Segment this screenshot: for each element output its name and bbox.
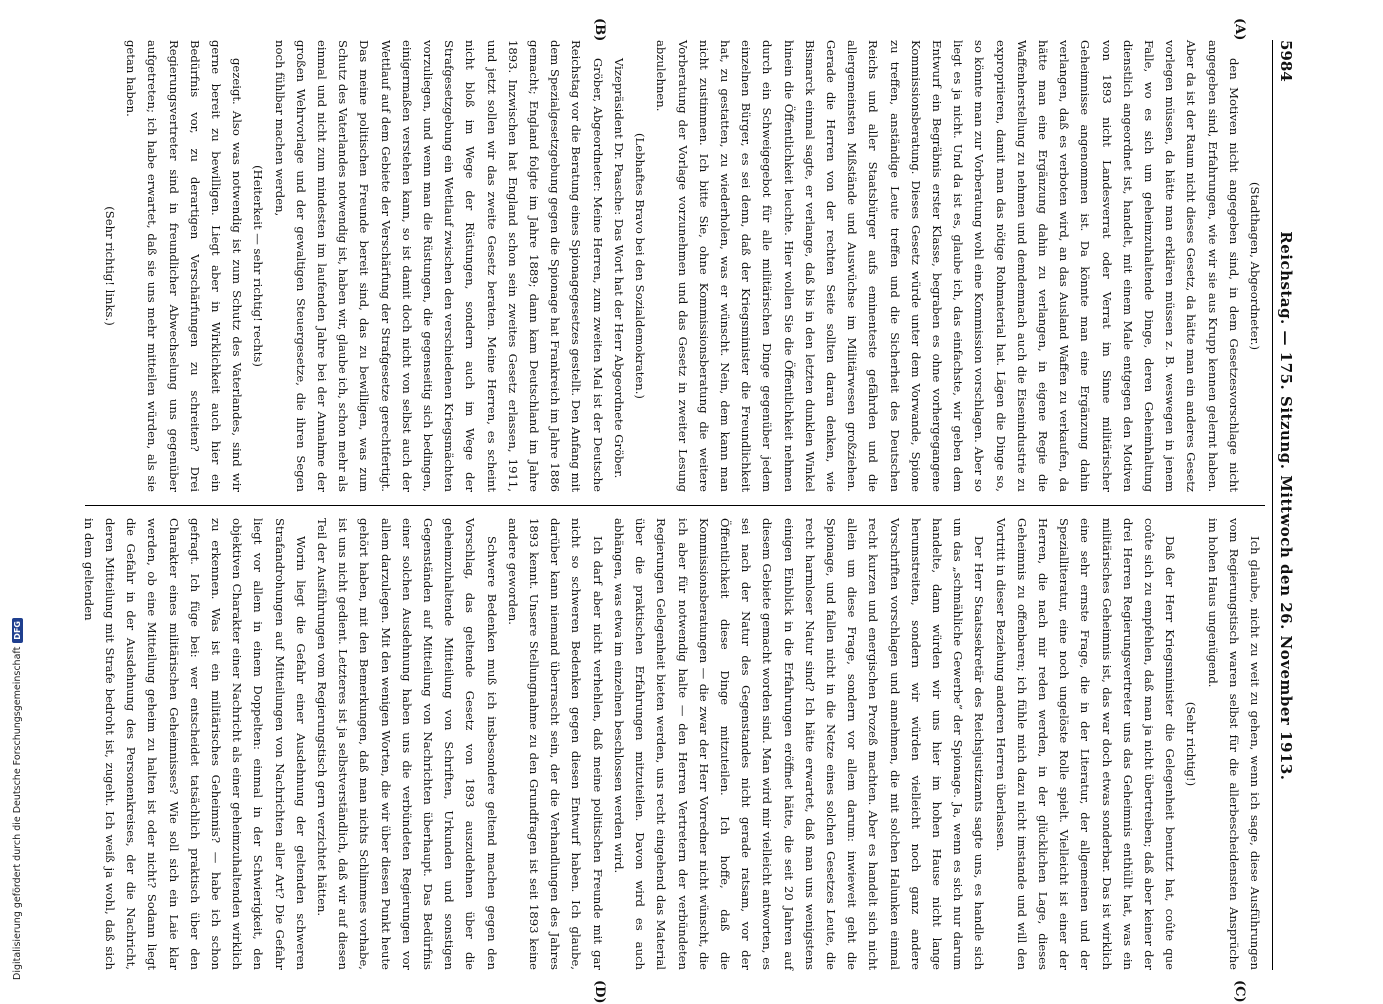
margin-marker-b: (B) <box>592 18 607 42</box>
page-running-title: Reichstag. — 175. Sitzung. Mittwoch den 26. November 1913. <box>1277 231 1295 781</box>
interjection: (Heiterkeit — sehr richtig! rechts) <box>251 165 266 367</box>
column-divider <box>85 505 1265 506</box>
page-number: 5984 <box>1277 40 1295 82</box>
paragraph: Gröber, Abgeordneter: Meine Herren, zum zweiten Mal ist der Deutsche Reichstag vor die Beratung eines Spionagegesetzes gestellt. Den Anfang mit dem Spezialgesetzgebung gegen die Spionage hat Frankreich im Jahre 1886 gemacht; England folgte im Jahre 1889; dann kam Deutschland im Jahre 1893. Inzwischen hat England schon sein zweites Gesetz erlassen, 1911, und jetzt sollen wir das zweite Gesetz beraten. Meine Herren, es scheint nicht bloß im Wege der Rüstungen, sondern auch im Wege der Strafgesetzgebung ein Wettlauf zwischen den verschiedenen Kriegsmächten vorzuliegen, und wenn man die Rüstungen, die gegenseitig sich bedingen, einigermaßen verstehen kann, so ist damit doch nicht von selbst auch der Wettlauf auf dem Gebiete der Verschärfung der Strafgesetze gerechtfertigt. Das meine politischen Freunde bereit sind, das zu bewilligen, was zum Schutz des Vaterlandes notwendig ist, haben wir, glaube ich, schon mehr als einmal und nicht zum mindesten im laufenden Jahre bei der Annahme der großen Wehrvorlage und der gewaltigen Steuergesetze, die ihren Segen noch fühlbar machen werden, <box>272 40 605 492</box>
text-column-right <box>81 518 1265 970</box>
interjection: (Lebhaftes Bravo bei den Sozialdemokraten.) <box>633 133 648 399</box>
margin-marker-a: (A) <box>1232 18 1247 41</box>
speaker-continuation: (Stadthagen, Abgeordneter.) <box>1248 182 1262 350</box>
margin-marker-c: (C) <box>1232 980 1247 1003</box>
margin-marker-d: (D) <box>592 980 607 1004</box>
dfg-logo-icon: DFG <box>12 618 23 643</box>
paragraph: Worin liegt die Gefahr einer Ausdehnung der geltenden schweren Strafandrohungen auf Mitteilungen von Nachrichten aller Art? Die Gefahr liegt vor allem in einem Doppelten: einmal in der Schwierigkeit, den objektiven Charakter einer Nachricht als einer geheimzuhaltenden wirklich zu erkennen. Was ist ein militärisches Geheimnis? — habe ich schon gefragt. Ich füge bei: wer entscheidet tatsächlich praktisch über den Charakter eines militärischen Geheimnisses? Wie soll sich ein Laie klar werden, ob eine Mitteilung geheim zu halten ist oder nicht? Sodann liegt die Gefahr in der Ausdehnung des Personenkreises, der die Nachricht, deren Mitteilung mit Strafe bedroht ist, zugeht. Ich weiß ja wohl, daß sich in dem geltenden <box>81 518 308 970</box>
interjection: (Sehr richtig! links.) <box>103 206 118 326</box>
page-header <box>1272 40 1299 970</box>
paragraph: Ich darf aber nicht verhehlen, daß meine politischen Freunde mit gar nicht so schweren Bedenken gegen diesen Entwurf haben. Ich glaube, darüber kann niemand überrascht sein, der die Verhandlungen des Jahres 1893 kennt. Unsere Stellungnahme zu den Grundfragen ist seit 1893 keine andere geworden. <box>505 518 605 970</box>
paragraph: Der Herr Staatssekretär des Reichsjustizamts sagte uns, es handle sich um das „schmähliche Gewerbe“ der Spionage. Ja, wenn es sich nur darum handelte, dann würden wir uns hier im hohen Hause nicht lange herumstreiten, sondern wir würden vielleicht noch ganz andere Vorschriften vorschlagen und annehmen, die mit solchen Halunken einmal recht kurzen und energischen Prozeß machten. Aber es handelt sich nicht allein um diese Frage, sondern vor allem darum: inwieweit geht die Spionage, und fallen nicht in die Netze eines solchen Gesetzes Leute, die recht harmloser Natur sind? Ich hätte erwartet, daß man uns wenigstens einigen Einblick in die Erfahrungen eröffnet hätte, die seit 20 Jahren auf diesem Gebiete gemacht worden sind. Man wird mir vielleicht antworten, es sei nach der Natur des Gegenstandes nicht gerade ratsam, vor der Öffentlichkeit diese Dinge mitzuteilen. Ich hoffe, daß die Kommissionsberatungen — die zwar der Herr Vorredner nicht wünscht, die ich aber für notwendig halte — den Herren Vertretern der verbündeten Regierungen Gelegenheit bieten werden, uns recht eingehend das Material über die praktischen Erfahrungen mitzuteilen. Davon wird es auch abhängen, was etwa im einzelnen beschlossen werden wird. <box>611 518 987 970</box>
paragraph: gezeigt. Also was notwendig ist zum Schutz des Vaterlandes, sind wir gerne bereit zu bewilligen. Liegt aber in Wirklichkeit auch hier ein Bedürfnis vor, zu derartigen Verschärfungen zu schreiten? Drei Regierungsvertreter sind in freundlicher Abwechselung uns gegenüber aufgetreten; ich habe erwartet, daß sie uns mehr mitteilen würden, als sie getan haben. <box>124 40 245 492</box>
paragraph-president: Vizepräsident Dr. Paasche: Das Wort hat der Herr Abgeordnete Gröber. <box>611 58 626 479</box>
interjection: (Sehr richtig!) <box>1184 701 1199 787</box>
paragraph: den Motiven nicht angegeben sind, in dem Gesetzesvorschlage nicht angegeben sind, Erfahrungen, wie wir sie aus Krupp kennen gelernt haben. Aber da ist der Raum nicht dieses Gesetz, da hätte man ein anderes Gesetz vorlegen müssen, da hätte man erklären müssen z. B. weswegen in jenem Falle, wo es sich um geheimzuhaltende Dinge, deren Geheimhaltung dienstlich angeordnet ist, handelt, mit einem Male entgegen den Motiven von 1893 nicht Landesverrat oder Verrat im Sinne militärischer Geheimnisse angenommen ist. Da könnte man eine Ergänzung dahin verlangen, daß es verboten wird, an das Ausland Waffen zu verkaufen, da hätte man eine Ergänzung dahin zu verlangen, in eigene Regie die Waffenherstellung zu nehmen und demdemnach auch die Eisenindustrie zu expropriieren, damit man das nötige Rohmaterial hat. Lägen die Dinge so, so könnte man zur Vorberatung wohl eine Kommission vorschlagen. Aber so liegt es ja nicht. Und da ist es, glaube ich, das einfachste, wir geben dem Entwurf ein Begräbnis erster Klasse, begraben es ohne vorhergegangene Kommissionsberatung. Dieses Gesetz würde unter dem Vorwande, Spione zu treffen, anständige Leute treffen und die Sicherheit des Deutschen Reichs und aller Staatsbürger aufs eminenteste gefährden und die allergemeinsten Mißstände und Auswüchse im Militärwesen großziehen. Gerade die Herren von der rechten Seite sollten daran denken, wie Bismarck einmal sagte, er verlange, daß bis in den letzten dunklen Winkel hinein die Öffentlichkeit leuchte. Hier wollen Sie die Öffentlichkeit nehmen durch ein Schweigegebot für alle militärischen Dinge gegenüber jedem einzelnen Bürger, es sei denn, daß der Kriegsminister die Freundlichkeit hat, zu gestatten, zu wiederholen, was er wünscht. Nein, dem kann man nicht zustimmen. Ich bitte Sie, ohne Kommissionsberatung die weitere Vorberatung der Vorlage vorzunehmen und das Gesetz in zweiter Lesung abzulehnen. <box>654 40 1241 492</box>
paragraph: Schwere Bedenken muß ich insbesondere geltend machen gegen den Vorschlag, das geltende Gesetz von 1893 auszudehnen über die geheimzuhaltende Mitteilung von Schriften, Urkunden und sonstigen Gegenständen auf Mitteilung von Nachrichten überhaupt. Das Bedürfnis einer solchen Ausdehnung haben uns die verbündeten Regierungen vor allem darzulegen. Mit den wenigen Worten, die wir über diesen Punkt heute gehört haben, mit den Bemerkungen, daß man nichts Schlimmes vorhabe, ist uns nicht gedient. Letzteres ist ja selbstverständlich, daß wir auf diesen Teil der Ausführungen vom Regierungstisch gern verzichtet hätten. <box>315 518 499 970</box>
text-column-left <box>85 40 1265 492</box>
paragraph: Ich glaube, nicht zu weit zu gehen, wenn ich sage, diese Ausführungen vom Regierungstisch waren selbst für die allerbescheidensten Ansprüche im hohen Haus ungenügend. <box>1205 518 1262 970</box>
digitization-credit <box>0 0 23 1000</box>
paragraph: Daß der Herr Kriegsminister die Gelegenheit benutzt hat, coûte que coûte sich zu empfehlen, daß man ja nicht übertreiben; daß aber keiner der drei Herren Regierungsvertreter uns das Geheimnis enthüllt hat, was ein militärisches Geheimnis ist, das war doch etwas sonderbar. Das ist wirklich eine sehr ernste Frage, die in der Literatur, der allgemeinen und der Spezialliteratur, eine noch ungelöste Rolle spielt. Vielleicht ist einer der Herren, die nach mir reden werden, in der glücklichen Lage, dieses Geheimnis zu offenbaren; ich fühle mich dazu nicht imstande und will den Vortritt in dieser Beziehung anderen Herren überlassen. <box>993 518 1178 970</box>
credit-text: Digitalisierung gefördert durch die Deutsche Forschungsgemeinschaft <box>12 646 23 980</box>
